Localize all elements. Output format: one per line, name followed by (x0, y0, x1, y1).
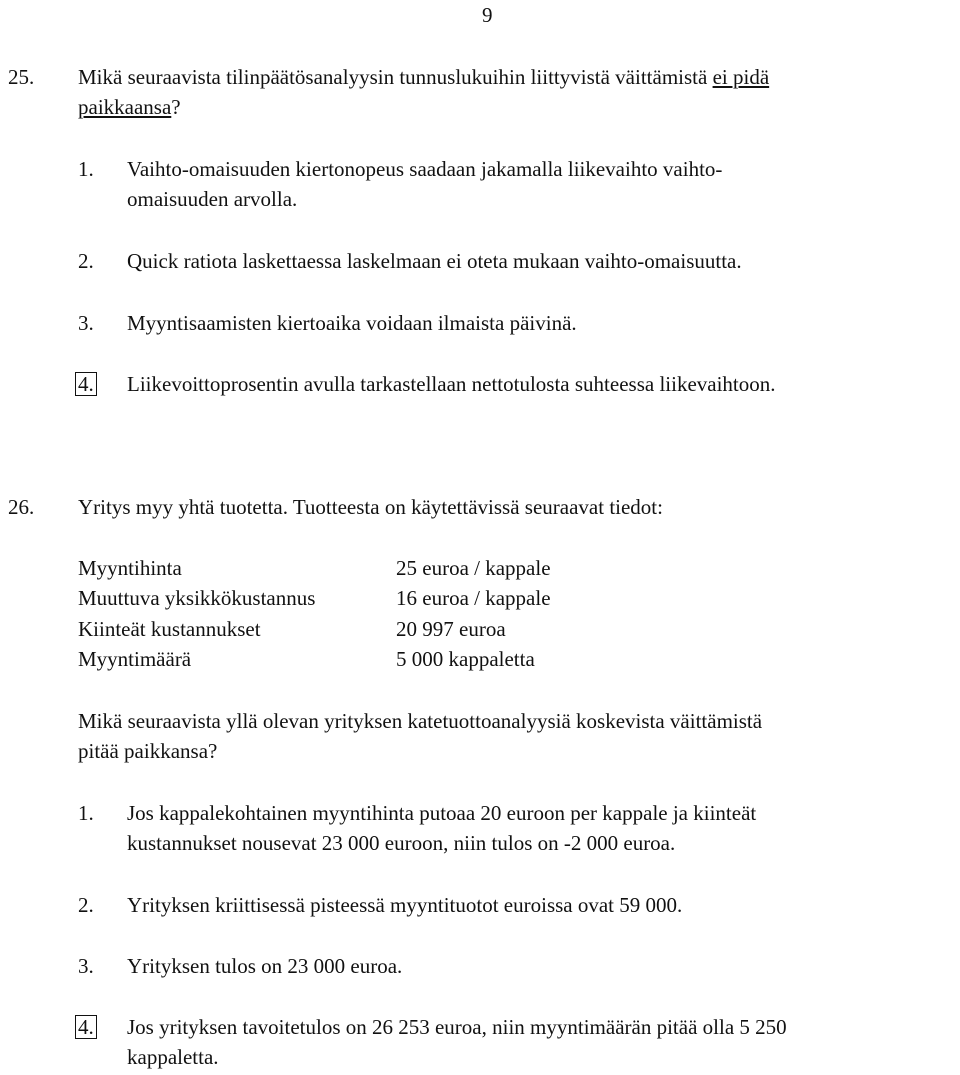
question-25-emphasis: ei pidä (712, 65, 770, 89)
q26-option-4-number-wrap (78, 1012, 97, 1042)
question-25-number: 25. (8, 65, 35, 89)
data-table-label: Myyntimäärä (78, 647, 192, 671)
data-table-value: 5 000 kappaletta (396, 647, 535, 671)
q25-option-1-line2: omaisuuden arvolla. (127, 187, 298, 211)
q25-option-2-number: 2. (78, 249, 94, 273)
data-table-value: 25 euroa / kappale (396, 556, 551, 580)
data-table-label: Myyntihinta (78, 556, 182, 580)
question-25-line2 (78, 92, 181, 122)
page-number: 9 (482, 3, 493, 27)
question-26-intro: Yritys myy yhtä tuotetta. Tuotteesta on käytettävissä seuraavat tiedot: (78, 495, 663, 519)
question-26-line2: pitää paikkansa? (78, 739, 218, 763)
q26-option-4-number: 4. (75, 1015, 97, 1039)
question-26-line1: Mikä seuraavista yllä olevan yrityksen katetuottoanalyysiä koskevista väittämistä (78, 709, 763, 733)
q26-option-3-number: 3. (78, 954, 94, 978)
question-25-mark: ? (171, 95, 181, 119)
data-table-label: Muuttuva yksikkökustannus (78, 586, 316, 610)
q26-option-4-line2: kappaletta. (127, 1045, 219, 1069)
q25-option-2-line1: Quick ratiota laskettaessa laskelmaan ei oteta mukaan vaihto-omaisuutta. (127, 249, 742, 273)
q26-option-2-number: 2. (78, 893, 94, 917)
q26-option-3-line1: Yrityksen tulos on 23 000 euroa. (127, 954, 403, 978)
q25-option-1-number: 1. (78, 157, 94, 181)
data-table-value: 16 euroa / kappale (396, 586, 551, 610)
q26-option-1-number: 1. (78, 801, 94, 825)
q25-option-4-number-wrap (78, 369, 97, 399)
data-table-value: 20 997 euroa (396, 617, 506, 641)
q26-option-1-line1: Jos kappalekohtainen myyntihinta putoaa 20 euroon per kappale ja kiinteät (127, 801, 757, 825)
question-25-text: Mikä seuraavista tilinpäätösanalyysin tunnuslukuihin liittyvistä väittämistä (78, 65, 708, 89)
q26-option-2-line1: Yrityksen kriittisessä pisteessä myyntituotot euroissa ovat 59 000. (127, 893, 683, 917)
q26-option-4-line1: Jos yrityksen tavoitetulos on 26 253 euroa, niin myyntimäärän pitää olla 5 250 (127, 1015, 787, 1039)
q25-option-4-line1: Liikevoittoprosentin avulla tarkastellaan nettotulosta suhteessa liikevaihtoon. (127, 372, 776, 396)
q25-option-1-line1: Vaihto-omaisuuden kiertonopeus saadaan jakamalla liikevaihto vaihto- (127, 157, 723, 181)
question-25-emphasis-cont: paikkaansa (78, 95, 172, 119)
question-25-line1 (78, 62, 769, 92)
q25-option-3-line1: Myyntisaamisten kiertoaika voidaan ilmaista päivinä. (127, 311, 577, 335)
q25-option-3-number: 3. (78, 311, 94, 335)
question-26-number: 26. (8, 495, 35, 519)
data-table-label: Kiinteät kustannukset (78, 617, 261, 641)
q26-option-1-line2: kustannukset nousevat 23 000 euroon, niin tulos on -2 000 euroa. (127, 831, 676, 855)
q25-option-4-number: 4. (75, 372, 97, 396)
